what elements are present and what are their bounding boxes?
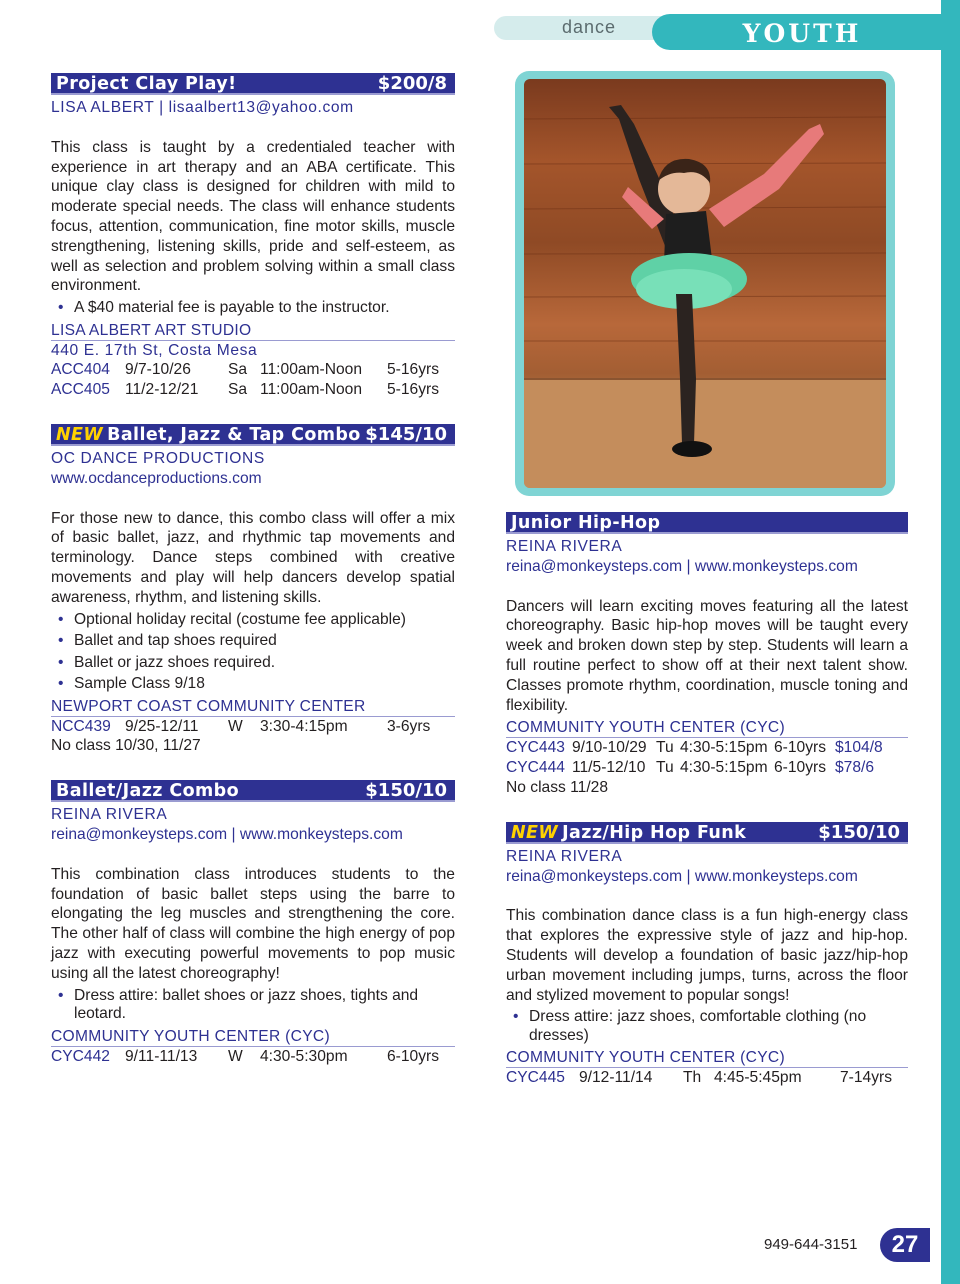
session-ages: 7-14yrs <box>840 1069 892 1087</box>
session-dates: 11/2-12/21 <box>125 381 199 399</box>
class-price: $145/10 <box>365 424 447 446</box>
no-class-note: No class 10/30, 11/27 <box>51 737 201 755</box>
session-dates: 9/10-10/29 <box>572 739 647 757</box>
session-day: Sa <box>228 381 248 399</box>
instructor-contact[interactable]: reina@monkeysteps.com | www.monkeysteps.com <box>51 826 403 844</box>
page-edge-bar <box>941 0 960 1284</box>
category-tab <box>652 14 960 50</box>
instructor-contact[interactable]: reina@monkeysteps.com | www.monkeysteps.com <box>506 557 858 575</box>
class-header-clay <box>51 73 455 95</box>
class-header-jazz-hip-hop-funk <box>506 822 908 844</box>
session-time: 3:30-4:15pm <box>260 717 348 735</box>
session-ages: 6-10yrs <box>774 759 826 777</box>
instructor-name: REINA RIVERA <box>506 847 623 865</box>
location-name: NEWPORT COAST COMMUNITY CENTER <box>51 697 455 717</box>
session-day: Th <box>683 1069 702 1087</box>
class-title: Jazz/Hip Hop Funk <box>562 822 747 843</box>
session-dates: 11/5-12/10 <box>572 759 646 777</box>
class-header-ballet-jazz <box>51 780 455 802</box>
session-ages: 5-16yrs <box>387 361 439 379</box>
session-dates: 9/7-10/26 <box>125 361 191 379</box>
session-day: W <box>228 1047 243 1065</box>
note-item: • Dress attire: ballet shoes or jazz shoes, tights and leotard. <box>51 987 455 1024</box>
session-dates: 9/12-11/14 <box>579 1069 653 1087</box>
session-ages: 3-6yrs <box>387 717 431 735</box>
class-header-ballet-jazz-tap <box>51 424 455 446</box>
session-code: ACC404 <box>51 361 110 379</box>
session-time: 11:00am-Noon <box>260 361 362 379</box>
note-item: • A $40 material fee is payable to the instructor. <box>51 299 455 318</box>
class-description: This combination dance class is a fun high-energy class that explores the expressive style of jazz and hip-hop. Students will develop a foundation of basic jazz/hip-hop urban movement including jumps, turns, across the floor and stylized movement to popular songs! <box>506 907 908 1004</box>
session-day: Sa <box>228 361 248 379</box>
new-badge: NEW <box>511 822 559 843</box>
session-ages: 6-10yrs <box>387 1047 439 1065</box>
section-label: dance <box>561 17 617 37</box>
footer-phone: 949-644-3151 <box>764 1236 858 1253</box>
provider-website[interactable]: www.ocdanceproductions.com <box>51 469 262 487</box>
note-item: • Optional holiday recital (costume fee applicable) <box>51 611 455 630</box>
dancer-illustration <box>524 79 886 488</box>
session-price: $78/6 <box>835 759 875 777</box>
class-description: For those new to dance, this combo class will offer a mix of basic ballet, jazz, and rhythmic tap movements and terminology. Dance steps combined with creative movements and play will help dancers develop spatial awareness, rhythm, and listening skills. <box>51 509 455 606</box>
session-day: Tu <box>656 759 674 777</box>
session-price: $104/8 <box>835 739 883 757</box>
class-notes <box>506 1008 908 1045</box>
no-class-note: No class 11/28 <box>506 778 608 796</box>
session-code: CYC444 <box>506 759 565 777</box>
class-title: Ballet/Jazz Combo <box>56 781 240 802</box>
session-time: 11:00am-Noon <box>260 381 362 399</box>
session-row <box>51 360 455 380</box>
note-item: • Ballet and tap shoes required <box>51 632 455 651</box>
category-label: YOUTH <box>742 19 862 48</box>
session-day: Tu <box>656 739 674 757</box>
class-description: This class is taught by a credentialed teacher with experience in art therapy and an ABA certificate. This unique clay class is designed for children with mild to moderate special needs. The class will enhance students focus, attention, communication, fine motor skills, muscle strengthening, listening skills, pride and self-esteem, as well as selection and problem solving within a small class environment. <box>51 138 455 295</box>
session-code: NCC439 <box>51 717 111 735</box>
class-price: $150/10 <box>818 821 900 843</box>
session-row <box>51 717 455 737</box>
session-time: 4:30-5:15pm <box>680 759 768 777</box>
location-address: 440 E. 17th St, Costa Mesa <box>51 341 258 359</box>
session-row <box>51 1047 455 1067</box>
session-code: CYC442 <box>51 1047 110 1065</box>
session-ages: 6-10yrs <box>774 739 826 757</box>
location-name: LISA ALBERT ART STUDIO <box>51 321 455 341</box>
class-notes <box>51 299 455 318</box>
class-price: $200/8 <box>377 73 447 94</box>
session-ages: 5-16yrs <box>387 381 439 399</box>
class-price: $150/10 <box>365 780 447 802</box>
session-row <box>506 758 908 778</box>
note-item: • Dress attire: jazz shoes, comfortable clothing (no dresses) <box>506 1008 908 1045</box>
session-time: 4:30-5:30pm <box>260 1047 348 1065</box>
instructor-contact[interactable]: reina@monkeysteps.com | www.monkeysteps.com <box>506 867 858 885</box>
session-row <box>506 1068 908 1088</box>
class-description: This combination class introduces students to the foundation of basic ballet steps using the barre to elongating the leg muscles and strengthening the core. The other half of class will combine the high energy of pop jazz with executing powerful movements to pop music using all the latest choreography! <box>51 865 455 982</box>
new-badge: NEW <box>56 425 104 446</box>
instructor-email[interactable]: lisaalbert13@yahoo.com <box>168 99 354 116</box>
location-name: COMMUNITY YOUTH CENTER (CYC) <box>506 1048 908 1068</box>
dancer-photo <box>524 79 886 488</box>
location-name: COMMUNITY YOUTH CENTER (CYC) <box>51 1027 455 1047</box>
session-code: CYC443 <box>506 739 565 757</box>
session-row <box>51 380 455 400</box>
session-day: W <box>228 717 243 735</box>
class-header-junior-hip-hop <box>506 512 908 534</box>
session-time: 4:45-5:45pm <box>714 1069 802 1087</box>
session-time: 4:30-5:15pm <box>680 739 768 757</box>
provider-name: OC DANCE PRODUCTIONS <box>51 450 265 468</box>
class-title: Project Clay Play! <box>56 74 237 94</box>
session-row <box>506 738 908 758</box>
instructor-line: LISA ALBERT | lisaalbert13@yahoo.com <box>51 99 354 116</box>
right-column <box>506 512 908 1088</box>
session-code: ACC405 <box>51 381 110 399</box>
class-description: Dancers will learn exciting moves featuring all the latest choreography. Basic hip-hop moves will be taught every week and broken down step by step. Students will learn a full routine perfect to show off at their next talent show. Classes promote rhythm, coordination, muscle toning and flexibility. <box>506 597 908 714</box>
class-notes <box>51 987 455 1024</box>
location-name: COMMUNITY YOUTH CENTER (CYC) <box>506 718 908 738</box>
class-title: Ballet, Jazz & Tap Combo <box>107 425 361 446</box>
page-number: 27 <box>880 1228 930 1262</box>
left-column <box>51 73 455 1066</box>
class-notes <box>51 611 455 694</box>
session-dates: 9/11-11/13 <box>125 1047 198 1065</box>
note-item: • Ballet or jazz shoes required. <box>51 654 455 673</box>
instructor-name: REINA RIVERA <box>506 538 623 555</box>
session-code: CYC445 <box>506 1069 565 1087</box>
class-title: Junior Hip-Hop <box>511 513 661 533</box>
instructor-name: REINA RIVERA <box>51 806 168 824</box>
note-item: • Sample Class 9/18 <box>51 675 455 694</box>
instructor-name: LISA ALBERT <box>51 99 155 116</box>
session-dates: 9/25-12/11 <box>125 717 199 735</box>
